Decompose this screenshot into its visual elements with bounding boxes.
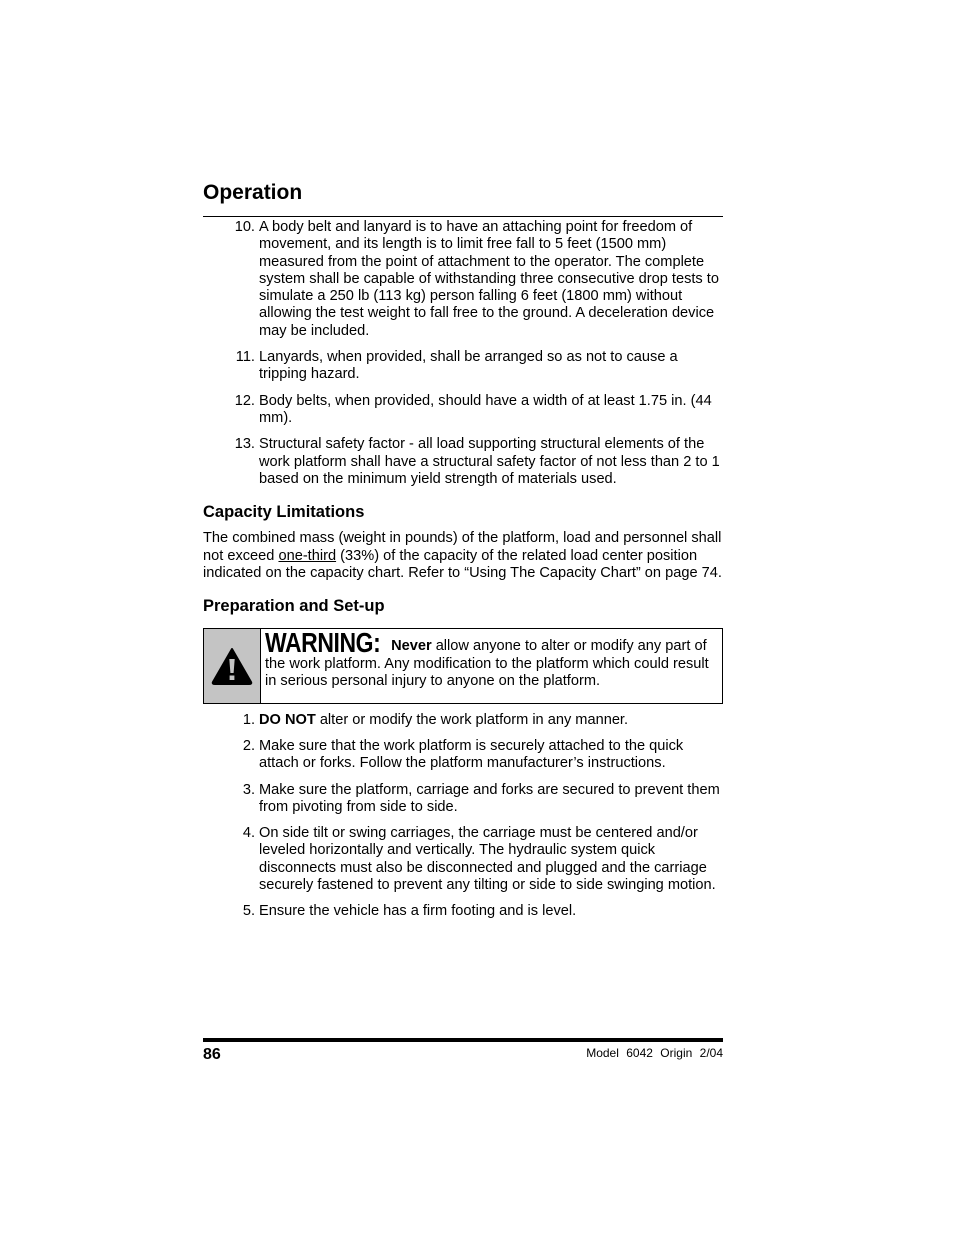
- list-item: [203, 712, 723, 729]
- capacity-paragraph: [203, 530, 723, 582]
- list-item: [203, 782, 723, 817]
- page-number: 86: [203, 1046, 221, 1063]
- list-item-text: Lanyards, when provided, shall be arranged so as not to cause a tripping hazard.: [259, 349, 678, 383]
- safety-requirements-list: [203, 219, 723, 488]
- warning-triangle-icon: [211, 647, 253, 685]
- capacity-underlined-term: one-third: [278, 547, 337, 564]
- model-number: 6042: [626, 1046, 653, 1060]
- footer-model-info: [586, 1046, 723, 1060]
- list-item-number: 13.: [234, 436, 255, 453]
- warning-body-text: allow anyone to alter or modify any part of the work platform. Any modification to the platform which could result in serious personal injury to anyone on the platform.: [265, 637, 709, 689]
- warning-icon-cell: [204, 629, 261, 703]
- warning-box: [203, 628, 723, 704]
- warning-label: WARNING:: [265, 626, 381, 658]
- capacity-limitations-heading: Capacity Limitations: [203, 503, 365, 522]
- setup-steps-list: [203, 712, 723, 921]
- warning-message: [261, 626, 722, 703]
- title-rule: [203, 216, 723, 217]
- list-item: [203, 903, 723, 920]
- preparation-heading: Preparation and Set-up: [203, 597, 385, 616]
- origin-label: Origin: [660, 1046, 693, 1060]
- list-item: [203, 219, 723, 340]
- step-emphasis: DO NOT: [259, 711, 316, 728]
- list-item-text: Ensure the vehicle has a firm footing and is level.: [259, 903, 577, 920]
- list-item-text: Body belts, when provided, should have a width of at least 1.75 in. (44 mm).: [259, 392, 712, 426]
- list-item: [203, 825, 723, 894]
- list-item-text: Make sure the platform, carriage and forks are secured to prevent them from pivoting from side to side.: [259, 781, 720, 815]
- list-item-number: 4.: [242, 825, 255, 842]
- list-item-text: A body belt and lanyard is to have an attaching point for freedom of movement, and its length is to limit free fall to 5 feet (1500 mm) measured from the point of attachment to the operator. The complete system shall be capable of withstanding three consecutive drop tests to simulate a 250 lb (113 kg) person falling 6 feet (1800 mm) without allowing the test weight to fall free to the ground. A deceleration device may be included.: [259, 219, 719, 339]
- list-item: [203, 393, 723, 428]
- list-item-number: 5.: [242, 903, 255, 920]
- list-item: [203, 436, 723, 488]
- page-content: [203, 219, 723, 930]
- list-item-number: 1.: [242, 711, 255, 728]
- list-item-text: alter or modify the work platform in any manner.: [315, 711, 629, 728]
- list-item-text: On side tilt or swing carriages, the carriage must be centered and/or leveled horizontally and vertically. The hydraulic system quick disconnects must also be disconnected and plugged and the carriage securely fastened to prevent any tilting or side to side swinging motion.: [259, 825, 716, 894]
- capacity-text-end: (33%) of the capacity of the related load center position indicated on the capacity chart. Refer to “Using The Capacity Chart” on page 74.: [203, 547, 722, 582]
- model-label: Model: [586, 1046, 619, 1060]
- warning-emphasis: Never: [391, 637, 432, 654]
- list-item: [203, 738, 723, 773]
- list-item-number: 2.: [242, 737, 255, 754]
- list-item-number: 11.: [235, 349, 255, 366]
- capacity-text-start: The combined mass (weight in pounds) of the platform, load and personnel shall not exceed: [203, 530, 722, 564]
- list-item-text: Make sure that the work platform is securely attached to the quick attach or forks. Follow the platform manufacturer’s instructions.: [259, 737, 684, 772]
- footer-rule: [203, 1038, 723, 1042]
- list-item-number: 10.: [234, 219, 255, 235]
- list-item-text: Structural safety factor - all load supporting structural elements of the work platform shall have a structural safety factor of not less than 2 to 1 based on the minimum yield strength of materials used.: [259, 436, 720, 487]
- list-item-number: 3.: [242, 781, 255, 798]
- list-item: [203, 349, 723, 384]
- page-title: Operation: [203, 181, 303, 204]
- list-item-number: 12.: [234, 392, 255, 409]
- origin-date: 2/04: [699, 1046, 723, 1060]
